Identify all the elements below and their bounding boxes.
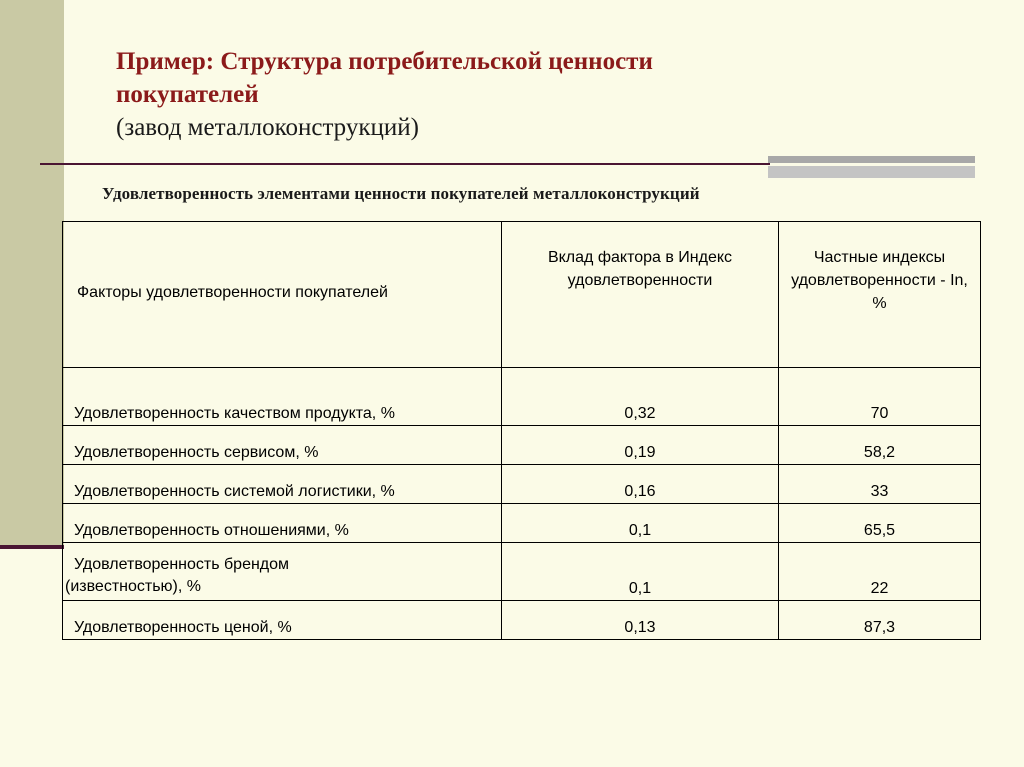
cell-index: 33 bbox=[779, 465, 981, 504]
cell-index: 65,5 bbox=[779, 504, 981, 543]
decor-gray-bar-bottom bbox=[768, 166, 975, 178]
cell-factor bbox=[63, 543, 502, 601]
left-sidebar-band bbox=[0, 0, 64, 548]
table-header-row bbox=[63, 222, 981, 368]
table-row bbox=[63, 504, 981, 543]
cell-weight: 0,16 bbox=[502, 465, 779, 504]
cell-factor: Удовлетворенность отношениями, % bbox=[63, 504, 502, 543]
header-weight: Вклад фактора в Индекс удовлетворенности bbox=[502, 222, 779, 368]
table-row bbox=[63, 543, 981, 601]
title-divider bbox=[40, 163, 770, 165]
cell-index: 70 bbox=[779, 368, 981, 426]
cell-weight: 0,19 bbox=[502, 426, 779, 465]
cell-factor: Удовлетворенность сервисом, % bbox=[63, 426, 502, 465]
table-row bbox=[63, 601, 981, 640]
cell-index: 22 bbox=[779, 543, 981, 601]
header-index: Частные индексы удовлетворенности - In, % bbox=[779, 222, 981, 368]
cell-factor-text: Удовлетворенность брендом (известностью), % bbox=[65, 556, 290, 595]
cell-index: 87,3 bbox=[779, 601, 981, 640]
cell-weight: 0,32 bbox=[502, 368, 779, 426]
table-row bbox=[63, 426, 981, 465]
title-line-1: Пример: Структура потребительской ценности bbox=[116, 48, 653, 75]
table-row bbox=[63, 368, 981, 426]
sidebar-accent-line bbox=[0, 545, 64, 549]
title-line-3: (завод металлоконструкций) bbox=[116, 114, 419, 141]
header-factors: Факторы удовлетворенности покупателей bbox=[63, 222, 502, 368]
cell-factor: Удовлетворенность ценой, % bbox=[63, 601, 502, 640]
slide-title bbox=[116, 45, 896, 144]
cell-factor: Удовлетворенность системой логистики, % bbox=[63, 465, 502, 504]
cell-factor: Удовлетворенность качеством продукта, % bbox=[63, 368, 502, 426]
cell-weight: 0,1 bbox=[502, 504, 779, 543]
decor-gray-bar-top bbox=[768, 156, 975, 163]
cell-weight: 0,1 bbox=[502, 543, 779, 601]
cell-index: 58,2 bbox=[779, 426, 981, 465]
table-caption: Удовлетворенность элементами ценности покупателей металлоконструкций bbox=[102, 184, 700, 203]
table-row bbox=[63, 465, 981, 504]
title-line-2: покупателей bbox=[116, 81, 259, 108]
cell-weight: 0,13 bbox=[502, 601, 779, 640]
satisfaction-table bbox=[62, 221, 981, 640]
